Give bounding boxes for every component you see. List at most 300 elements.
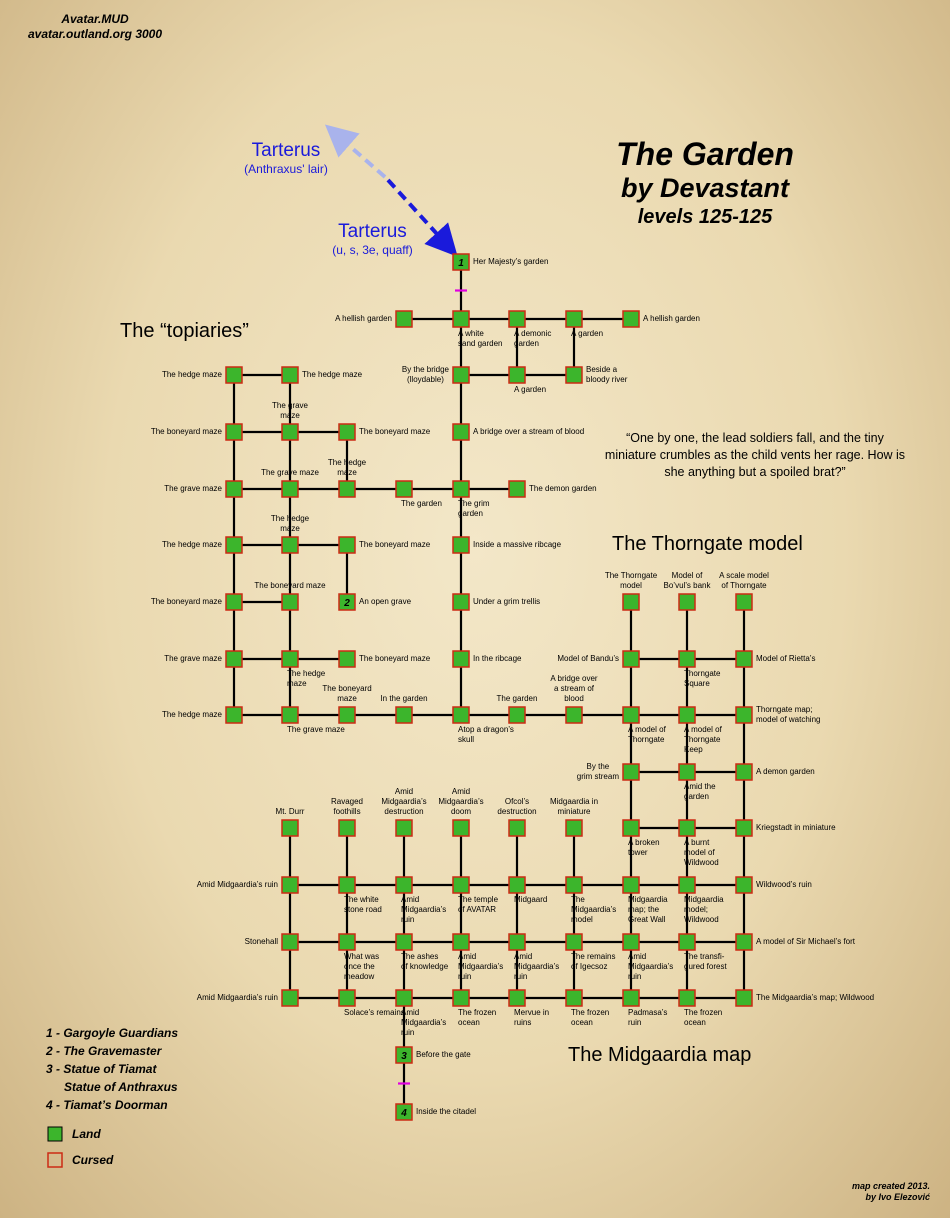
room-label: The garden <box>496 694 538 703</box>
room-square <box>226 367 242 383</box>
room-g7 <box>623 707 639 723</box>
room-square <box>396 820 412 836</box>
room-square <box>623 594 639 610</box>
room-m28 <box>282 990 298 1006</box>
room-label: The ashes of knowledge <box>401 952 449 971</box>
room-e2 <box>396 1104 412 1120</box>
room-square <box>509 877 525 893</box>
room-square <box>509 707 525 723</box>
room-label: The garden <box>401 499 442 508</box>
room-square <box>509 481 525 497</box>
room-r14 <box>453 537 469 553</box>
room-r20 <box>566 707 582 723</box>
room-label: By the bridge (lloydable) <box>401 365 449 384</box>
area-quote: “One by one, the lead soldiers fall, and the tiny miniature crumbles as the child vents her rage. How is she anything but a spoiled brat?” <box>604 431 906 479</box>
room-t12 <box>226 594 242 610</box>
credit-author: by Ivo Elezović <box>865 1192 930 1202</box>
room-square <box>226 537 242 553</box>
legend-item-2: 2 - The Gravemaster <box>46 1044 162 1058</box>
room-g3 <box>736 594 752 610</box>
room-square <box>623 707 639 723</box>
room-m7 <box>623 820 639 836</box>
room-label: The hedge maze <box>302 370 363 379</box>
room-label: Midgaard <box>514 895 548 904</box>
room-t11 <box>339 537 355 553</box>
room-label: A bridge over a stream of blood <box>473 427 585 436</box>
room-square <box>623 877 639 893</box>
room-square <box>339 651 355 667</box>
room-square <box>453 424 469 440</box>
room-m33 <box>566 990 582 1006</box>
room-g10 <box>623 764 639 780</box>
room-g4 <box>623 651 639 667</box>
room-label: A scale model of Thorngate <box>719 571 769 590</box>
room-e1 <box>396 1047 412 1063</box>
room-label: A demonic garden <box>514 329 552 348</box>
room-m2 <box>339 820 355 836</box>
room-r3 <box>453 311 469 327</box>
room-square <box>282 594 298 610</box>
room-square <box>679 820 695 836</box>
room-t14 <box>339 594 355 610</box>
room-square <box>623 764 639 780</box>
legend-land-label: Land <box>72 1127 101 1141</box>
room-label: The hedge maze <box>270 514 310 533</box>
room-label: The frozen ocean <box>571 1008 610 1027</box>
room-t7 <box>282 481 298 497</box>
room-label: The boneyard maze <box>359 654 431 663</box>
room-square <box>509 934 525 950</box>
room-label: The frozen ocean <box>458 1008 497 1027</box>
room-square <box>679 934 695 950</box>
room-m32 <box>509 990 525 1006</box>
tarterus-note: (Anthraxus' lair) <box>244 162 328 176</box>
room-square <box>282 537 298 553</box>
room-m12 <box>396 877 412 893</box>
legend-cursed-label: Cursed <box>72 1153 114 1167</box>
room-r17 <box>453 707 469 723</box>
room-t9 <box>226 537 242 553</box>
room-label: Ofcol’s destruction <box>497 797 537 816</box>
title-block <box>580 136 830 230</box>
room-t2 <box>282 367 298 383</box>
room-label: Amid Midgaardia’s ruin <box>196 993 278 1002</box>
room-square <box>566 820 582 836</box>
room-m24 <box>566 934 582 950</box>
room-square <box>339 990 355 1006</box>
room-label: Amid Midgaardia’s ruin <box>514 952 560 981</box>
room-square <box>339 707 355 723</box>
room-label: The hedge maze <box>161 540 222 549</box>
room-g9 <box>736 707 752 723</box>
cursed-swatch <box>48 1153 62 1167</box>
room-label: The grave maze <box>164 484 222 493</box>
room-square <box>736 990 752 1006</box>
room-r9 <box>566 367 582 383</box>
room-m3 <box>396 820 412 836</box>
room-r11 <box>453 481 469 497</box>
legend-swatches <box>48 1127 62 1167</box>
room-square <box>736 594 752 610</box>
room-square <box>453 707 469 723</box>
room-label: The boneyard maze <box>322 684 372 703</box>
room-label: Amid Midgaardia’s doom <box>438 787 484 816</box>
credit-date: map created 2013. <box>851 1181 930 1191</box>
room-square <box>566 367 582 383</box>
room-label: Thorngate Square <box>684 669 721 688</box>
room-label: Under a grim trellis <box>473 597 541 606</box>
room-label: A white sand garden <box>458 329 503 348</box>
room-square <box>566 990 582 1006</box>
room-t16 <box>282 651 298 667</box>
room-square <box>282 934 298 950</box>
room-r6 <box>623 311 639 327</box>
room-square <box>453 820 469 836</box>
room-label: Amid Midgaardia’s ruin <box>401 1008 447 1037</box>
room-label: Amid Midgaardia’s ruin <box>628 952 674 981</box>
room-square <box>453 481 469 497</box>
room-label: The hedge maze <box>287 669 326 688</box>
room-square <box>396 877 412 893</box>
room-square <box>282 424 298 440</box>
room-label: Kriegstadt in miniature <box>756 823 836 832</box>
room-square <box>509 820 525 836</box>
room-label: Midgaardia map; the Great Wall <box>628 895 668 924</box>
room-label: Wildwood’s ruin <box>756 880 812 889</box>
room-m29 <box>339 990 355 1006</box>
room-square <box>566 934 582 950</box>
room-square <box>282 651 298 667</box>
room-square <box>282 990 298 1006</box>
legend <box>46 1024 178 1114</box>
room-g1 <box>623 594 639 610</box>
room-r1 <box>453 254 469 270</box>
room-square <box>282 877 298 893</box>
room-square <box>226 481 242 497</box>
room-g12 <box>736 764 752 780</box>
room-square <box>282 707 298 723</box>
room-square <box>736 764 752 780</box>
room-m30 <box>396 990 412 1006</box>
room-t10 <box>282 537 298 553</box>
room-m13 <box>453 877 469 893</box>
room-label: The Thorngate model <box>604 571 658 590</box>
room-square <box>396 990 412 1006</box>
site-header <box>10 12 180 42</box>
room-label: A model of Thorngate <box>628 725 666 744</box>
room-square <box>339 934 355 950</box>
room-square <box>736 707 752 723</box>
legend-item-1: 1 - Gargoyle Guardians <box>46 1026 179 1040</box>
room-square <box>226 707 242 723</box>
room-m27 <box>736 934 752 950</box>
room-label: Mt. Durr <box>275 807 305 816</box>
room-g5 <box>679 651 695 667</box>
room-label: The grave maze <box>271 401 309 420</box>
room-m9 <box>736 820 752 836</box>
tarterus-note: (u, s, 3e, quaff) <box>332 243 413 257</box>
room-t20 <box>339 707 355 723</box>
room-square <box>396 707 412 723</box>
room-square <box>453 537 469 553</box>
room-label: A hellish garden <box>643 314 700 323</box>
room-m18 <box>736 877 752 893</box>
room-square <box>623 934 639 950</box>
room-square <box>453 990 469 1006</box>
room-t5 <box>339 424 355 440</box>
room-m25 <box>623 934 639 950</box>
room-r18 <box>396 707 412 723</box>
tarterus-name: Tarterus <box>251 140 321 161</box>
room-t3 <box>226 424 242 440</box>
room-m23 <box>509 934 525 950</box>
room-label: Before the gate <box>416 1050 471 1059</box>
room-square <box>566 707 582 723</box>
server-address: avatar.outland.org 3000 <box>27 27 163 41</box>
room-r5 <box>566 311 582 327</box>
room-square <box>623 990 639 1006</box>
room-label: A demon garden <box>756 767 815 776</box>
room-label: The temple of AVATAR <box>458 895 499 914</box>
legend-item-3b: Statue of Anthraxus <box>64 1080 178 1094</box>
room-label: The transfi- gured forest <box>684 952 727 971</box>
room-m8 <box>679 820 695 836</box>
room-square <box>226 594 242 610</box>
room-m19 <box>282 934 298 950</box>
legend-item-3: 3 - Statue of Tiamat <box>46 1062 157 1076</box>
room-label: Beside a bloody river <box>586 365 628 384</box>
room-r4 <box>509 311 525 327</box>
room-square <box>509 367 525 383</box>
room-square <box>339 424 355 440</box>
room-label: A hellish garden <box>335 314 392 323</box>
room-r16 <box>453 651 469 667</box>
section-topiaries: The “topiaries” <box>120 320 249 342</box>
room-label: The Midgaardia’s map; Wildwood <box>756 993 875 1002</box>
room-label: Thorngate map; model of watching <box>756 705 821 724</box>
room-label: An open grave <box>359 597 412 606</box>
room-label: Amid Midgaardia’s destruction <box>381 787 427 816</box>
room-label: Padmasa’s ruin <box>628 1008 668 1027</box>
room-r13 <box>396 481 412 497</box>
room-t18 <box>226 707 242 723</box>
room-t1 <box>226 367 242 383</box>
room-label: The frozen ocean <box>684 1008 723 1027</box>
room-label: The Midgaardia’s model <box>571 895 617 924</box>
room-square <box>679 651 695 667</box>
legend-item-4: 4 - Tiamat’s Doorman <box>46 1098 168 1112</box>
room-square <box>339 481 355 497</box>
section-thorngate: The Thorngate model <box>612 533 803 555</box>
room-label: Amid the garden <box>684 782 716 801</box>
room-square <box>736 877 752 893</box>
room-label: A garden <box>514 385 547 394</box>
room-label: The demon garden <box>529 484 597 493</box>
room-number: 2 <box>344 598 350 609</box>
room-square <box>396 481 412 497</box>
room-square <box>566 877 582 893</box>
room-r8 <box>509 367 525 383</box>
room-square <box>623 311 639 327</box>
room-label: The grave maze <box>164 654 222 663</box>
map-credit <box>780 1181 930 1203</box>
room-t13 <box>282 594 298 610</box>
room-m17 <box>679 877 695 893</box>
tarterus-exit-entry <box>325 221 420 257</box>
room-label: The grave maze <box>261 468 319 477</box>
room-m20 <box>339 934 355 950</box>
room-label: The boneyard maze <box>254 581 326 590</box>
room-label: Inside a massive ribcage <box>473 540 562 549</box>
room-square <box>679 594 695 610</box>
room-square <box>623 820 639 836</box>
room-square <box>736 934 752 950</box>
room-label: In the garden <box>380 694 428 703</box>
room-square <box>623 651 639 667</box>
room-r12 <box>509 481 525 497</box>
room-g6 <box>736 651 752 667</box>
room-label: Model of Bo’vul’s bank <box>663 571 711 590</box>
room-label: Ravaged foothills <box>330 797 364 816</box>
room-g8 <box>679 707 695 723</box>
room-label: A garden <box>571 329 604 338</box>
room-square <box>453 311 469 327</box>
room-square <box>396 934 412 950</box>
room-square <box>453 934 469 950</box>
room-label: The hedge maze <box>161 710 222 719</box>
room-square <box>282 367 298 383</box>
game-name: Avatar.MUD <box>61 12 129 26</box>
room-label: Amid Midgaardia’s ruin <box>401 895 447 924</box>
section-midgaardia: The Midgaardia map <box>568 1044 752 1066</box>
room-square <box>396 311 412 327</box>
room-square <box>679 877 695 893</box>
room-m36 <box>736 990 752 1006</box>
room-square <box>282 820 298 836</box>
room-r10 <box>453 424 469 440</box>
room-label: The boneyard maze <box>150 427 222 436</box>
room-label: Mervue in ruins <box>514 1008 550 1027</box>
area-author: by Devastant <box>620 173 790 203</box>
room-label: The boneyard maze <box>359 540 431 549</box>
room-square <box>453 367 469 383</box>
room-label: The remains of Igecsoz <box>571 952 616 971</box>
area-title: The Garden <box>616 136 794 172</box>
room-m26 <box>679 934 695 950</box>
room-label: A burnt model of Wildwood <box>684 838 719 867</box>
room-m22 <box>453 934 469 950</box>
room-m6 <box>566 820 582 836</box>
room-label: The hedge maze <box>161 370 222 379</box>
room-square <box>509 311 525 327</box>
room-t6 <box>226 481 242 497</box>
room-square <box>679 764 695 780</box>
room-m1 <box>282 820 298 836</box>
room-t8 <box>339 481 355 497</box>
room-g11 <box>679 764 695 780</box>
room-label: Amid Midgaardia’s ruin <box>458 952 504 981</box>
room-label: Solace’s remains <box>344 1008 405 1017</box>
room-square <box>226 651 242 667</box>
room-label: A model of Sir Michael’s fort <box>756 937 856 946</box>
room-m16 <box>623 877 639 893</box>
room-square <box>453 594 469 610</box>
room-label: Stonehall <box>244 937 278 946</box>
room-m34 <box>623 990 639 1006</box>
room-square <box>339 820 355 836</box>
room-t17 <box>339 651 355 667</box>
room-label: Her Majesty’s garden <box>473 257 549 266</box>
room-label: Amid Midgaardia’s ruin <box>196 880 278 889</box>
room-square <box>226 424 242 440</box>
room-m10 <box>282 877 298 893</box>
room-t15 <box>226 651 242 667</box>
room-square <box>736 651 752 667</box>
room-label: The white stone road <box>344 895 382 914</box>
room-square <box>453 651 469 667</box>
arrow-to-anthraxus-lair <box>337 135 385 177</box>
room-label: What was once the meadow <box>344 952 380 981</box>
room-m11 <box>339 877 355 893</box>
room-m31 <box>453 990 469 1006</box>
room-m5 <box>509 820 525 836</box>
room-number: 1 <box>458 258 464 269</box>
room-label: The grave maze <box>287 725 345 734</box>
room-t19 <box>282 707 298 723</box>
room-label: Inside the citadel <box>416 1107 477 1116</box>
room-m14 <box>509 877 525 893</box>
room-r15 <box>453 594 469 610</box>
room-square <box>339 537 355 553</box>
room-square <box>339 877 355 893</box>
room-label: A broken tower <box>628 838 660 857</box>
room-label: Model of Bandu’s <box>557 654 619 663</box>
tarterus-name: Tarterus <box>338 221 407 242</box>
room-square <box>566 311 582 327</box>
room-label: The boneyard maze <box>150 597 222 606</box>
room-label: The hedge maze <box>327 458 367 477</box>
room-square <box>679 707 695 723</box>
room-r19 <box>509 707 525 723</box>
room-label: A bridge over a stream of blood <box>550 674 598 703</box>
room-t4 <box>282 424 298 440</box>
room-m35 <box>679 990 695 1006</box>
area-levels: levels 125-125 <box>637 206 773 228</box>
room-label: In the ribcage <box>473 654 522 663</box>
room-label: Midgaardia model; Wildwood <box>684 895 724 924</box>
room-number: 4 <box>401 1108 407 1119</box>
room-r2 <box>396 311 412 327</box>
land-swatch <box>48 1127 62 1141</box>
room-label: A model of Thorngate Keep <box>684 725 722 754</box>
room-label: Midgaardia in miniature <box>549 797 599 816</box>
room-m21 <box>396 934 412 950</box>
room-m4 <box>453 820 469 836</box>
room-number: 3 <box>401 1051 407 1062</box>
room-square <box>509 990 525 1006</box>
room-square <box>282 481 298 497</box>
room-square <box>736 820 752 836</box>
room-g2 <box>679 594 695 610</box>
room-label: By the grim stream <box>576 762 619 781</box>
room-square <box>679 990 695 1006</box>
room-label: Atop a dragon’s skull <box>458 725 514 744</box>
room-r7 <box>453 367 469 383</box>
room-label: The grim garden <box>458 499 490 518</box>
tarterus-exit-lair <box>236 140 336 176</box>
room-label: The boneyard maze <box>359 427 431 436</box>
room-square <box>453 877 469 893</box>
